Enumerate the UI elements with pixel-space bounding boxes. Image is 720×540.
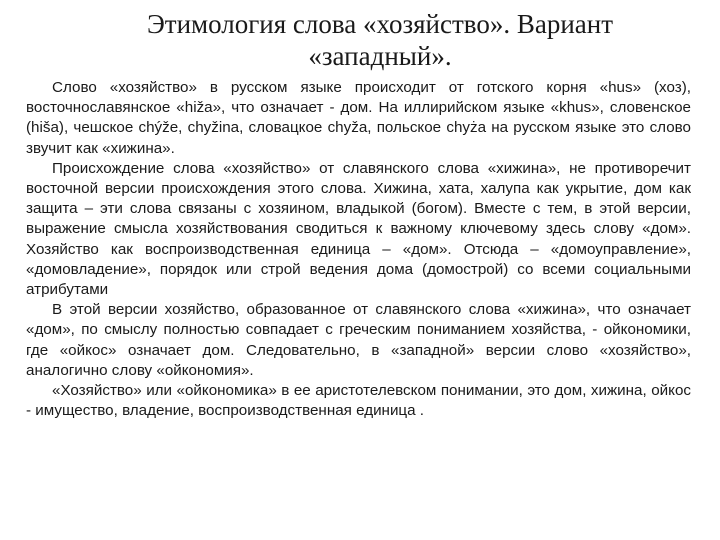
slide-title-line-2: «западный». xyxy=(308,41,452,71)
paragraph-greek-comparison: В этой версии хозяйство, образованное от славянского слова «хижина», что означает «дом», по смыслу полностью совпадает с греческим пониманием хозяйства, - ойкономики, где «ойкос» означает дом. Следовательно, в «западной» версии слово «хозяйство», аналогично слову «ойкономия». xyxy=(26,301,691,379)
paragraph-origin: Происхождение слова «хозяйство» от славянского слова «хижина», не противоречит восточной версии происхождения этого слова. Хижина, хата, халупа как укрытие, дом как защита – эти слова связаны с хозяином, владыкой (богом). Вместе с тем, в этой версии, выражение смысла хозяйствования сводиться к важному ключевому здесь слову «дом». Хозяйство как воспроизводственная единица – «дом». Отсюда – «домоуправление», «домовладение», порядок или строй ведения дома (домострой) со всеми социальными атрибутами xyxy=(26,159,691,299)
paragraph-aristotle: «Хозяйство» или «ойкономика» в ее аристотелевском понимании, это дом, хижина, ойкос - имущество, владение, воспроизводственная единица . xyxy=(26,382,691,420)
slide-title xyxy=(60,8,700,72)
slide-title-line-1: Этимология слова «хозяйство». Вариант xyxy=(146,9,614,39)
paragraph-etymology: Слово «хозяйство» в русском языке происходит от готского корня «hus» (хоз), восточнославянское «hiža», что означает - дом. На иллирийском языке «khus», словенское (hiša), чешское chýže, chyžina, словацкое chyža, польское chyża на русском языке это слово звучит как «хижина». xyxy=(26,79,691,157)
slide-body xyxy=(26,78,691,421)
